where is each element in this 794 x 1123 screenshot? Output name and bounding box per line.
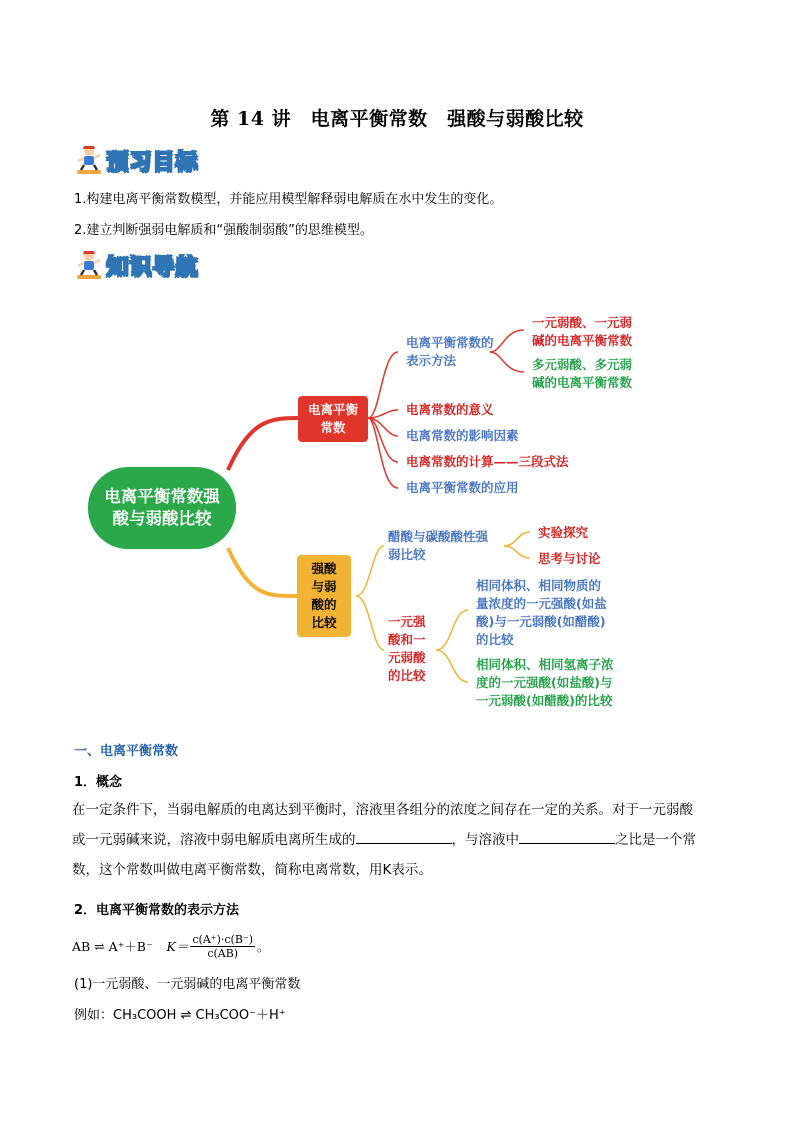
mindmap-node-same-hydrogen-ion: 相同体积、相同氢离子浓度的一元强酸(如盐酸)与一元弱酸(如醋酸)的比较 <box>476 657 614 708</box>
equation-end: 。 <box>257 939 270 954</box>
mindmap-node-monobasic-constant: 一元弱酸、一元弱碱的电离平衡常数 <box>532 315 633 348</box>
banner-title: 知识导航 <box>106 254 199 280</box>
concept-text: 之比是一个常 <box>615 832 696 848</box>
banner-title: 预习目标 <box>106 149 199 175</box>
mindmap-node-experiment: 实验探究 <box>538 525 589 540</box>
mindmap-branch-ionization-constant: 电离平衡常数 <box>298 396 368 442</box>
goal-item: 1.构建电离平衡常数模型，并能应用模型解释弱电解质在水中发生的变化。 <box>74 192 503 207</box>
equation-numerator: c(A⁺)·c(B⁻) <box>192 932 254 946</box>
page-title: 第 14 讲 电离平衡常数 强酸与弱酸比较 <box>210 108 584 130</box>
concept-text: 或一元弱碱来说，溶液中弱电解质电离所生成的 <box>72 832 356 848</box>
equation-reaction: AB ⇌ A⁺＋B⁻ <box>72 939 153 954</box>
equation-k: K＝ <box>166 939 189 954</box>
example-equation: 例如：CH₃COOH ⇌ CH₃COO⁻＋H⁺ <box>74 1008 286 1023</box>
concept-text: ，与溶液中 <box>451 832 519 848</box>
subheading-expression: 2．电离平衡常数的表示方法 <box>74 903 240 918</box>
mindmap-node-expression: 电离平衡常数的表示方法 <box>406 335 494 368</box>
mindmap-branch-strong-weak-acid: 强酸与弱酸的比较 <box>297 555 351 637</box>
mindmap-node-acetic-carbonic: 醋酸与碳酸酸性强弱比较 <box>388 529 489 562</box>
fill-blank[interactable] <box>356 829 452 844</box>
section-heading: 一、电离平衡常数 <box>74 744 179 759</box>
equilibrium-equation <box>72 926 270 966</box>
mindmap-node-polybasic-constant: 多元弱酸、多元弱碱的电离平衡常数 <box>532 357 633 390</box>
concept-line-3: 数，这个常数叫做电离平衡常数，简称电离常数，用K表示。 <box>72 862 432 878</box>
equation-denominator: c(AB) <box>207 946 239 960</box>
mindmap-node-factors: 电离常数的影响因素 <box>406 428 519 443</box>
mindmap-node-application: 电离平衡常数的应用 <box>406 480 519 495</box>
concept-line-1: 在一定条件下，当弱电解质的电离达到平衡时，溶液里各组分的浓度之间存在一定的关系。对于一元弱酸 <box>72 802 693 818</box>
mindmap-node-meaning: 电离常数的意义 <box>406 402 494 417</box>
fill-blank[interactable] <box>519 829 615 844</box>
mindmap-node-strong-weak-compare: 一元强酸和一元弱酸的比较 <box>388 614 426 683</box>
mindmap-node-calculation: 电离常数的计算——三段式法 <box>406 454 569 469</box>
mindmap-center-node: 电离平衡常数强酸与弱酸比较 <box>88 467 236 549</box>
concept-paragraph <box>72 795 722 885</box>
subheading-concept: 1．概念 <box>74 775 123 790</box>
concept-line-2 <box>72 825 722 855</box>
equation-fraction <box>190 933 255 960</box>
sub-item-monobasic: (1)一元弱酸、一元弱碱的电离平衡常数 <box>74 977 301 992</box>
mindmap-node-same-concentration: 相同体积、相同物质的量浓度的一元强酸(如盐酸)与一元弱酸(如醋酸)的比较 <box>476 578 607 647</box>
goal-item: 2.建立判断强弱电解质和“强酸制弱酸”的思维模型。 <box>74 223 373 238</box>
mindmap-node-discussion: 思考与讨论 <box>538 551 601 566</box>
